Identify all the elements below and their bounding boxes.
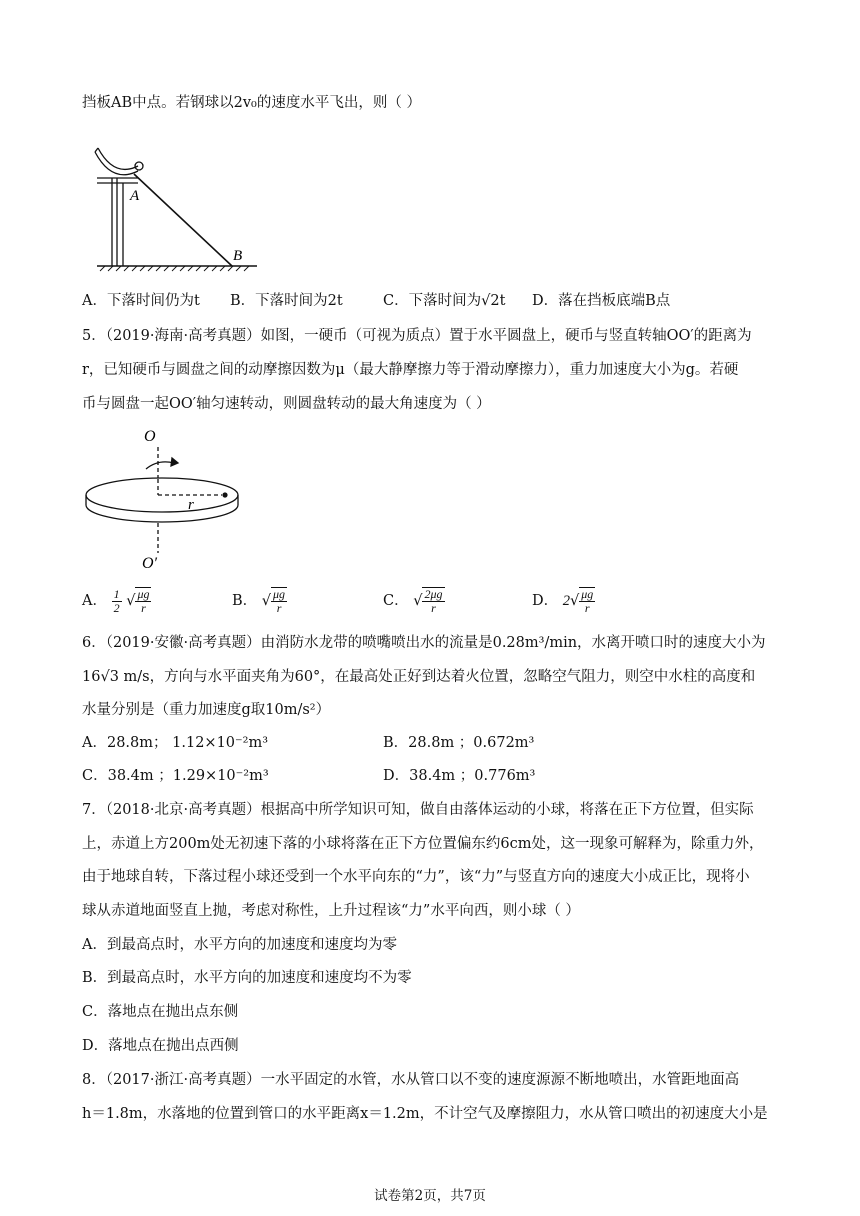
q7-option-a[interactable]: A．到最高点时，水平方向的加速度和速度均为零 (82, 937, 397, 953)
q4-figure (92, 138, 262, 273)
q5-option-d[interactable]: D． 2√ $\frac{\mu g}{r}$ (532, 587, 594, 615)
q4-intro: 挡板AB中点。若钢球以2v₀的速度水平飞出，则（ ） (82, 95, 421, 111)
q6-option-d[interactable]: D．38.4m ；0.776m³ (383, 768, 536, 784)
q5-label-o-top: O (144, 428, 156, 445)
q8-line-1: 8．（2017·浙江·高考真题）一水平固定的水管，水从管口以不变的速度源源不断地喷出，水管距地面高 (82, 1072, 740, 1088)
q7-option-b[interactable]: B．到最高点时，水平方向的加速度和速度均不为零 (82, 970, 412, 986)
q4-label-a: A (130, 188, 140, 204)
q5-option-a[interactable]: A． $\frac{1}{2}$ √ $\frac{\mu g}{r}$ (82, 586, 150, 615)
q4-option-d[interactable]: D．落在挡板底端B点 (532, 293, 671, 309)
q6-line-1: 6．（2019·安徽·高考真题）由消防水龙带的喷嘴喷出水的流量是0.28m³/min，水离开喷口时的速度大小为 (82, 635, 766, 651)
q5-label-o-bottom: O′ (142, 555, 158, 572)
q6-line-2: 16√3 m/s，方向与水平面夹角为60°，在最高处正好到达着火位置，忽略空气阻力，则空中水柱的高度和 (82, 669, 756, 685)
page-footer: 试卷第2页，共7页 (374, 1188, 486, 1204)
q6-option-b[interactable]: B．28.8m ；0.672m³ (383, 735, 535, 751)
q4-option-b[interactable]: B．下落时间为2t (230, 293, 343, 309)
q5-label-r: r (188, 497, 194, 513)
q7-line-1: 7．（2018·北京·高考真题）根据高中所学知识可知，做自由落体运动的小球，将落在正下方位置，但实际 (82, 802, 754, 818)
q4-option-a[interactable]: A．下落时间仍为t (82, 293, 200, 309)
q7-option-d[interactable]: D．落地点在抛出点西侧 (82, 1038, 239, 1054)
q5-option-b-radical: √ $\frac{\mu g}{r}$ (261, 587, 286, 615)
q7-line-4: 球从赤道地面竖直上抛，考虑对称性，上升过程该“力”水平向西，则小球（ ） (82, 903, 580, 919)
q5-option-c[interactable]: C． √ $\frac{2\mu g}{r}$ (383, 587, 443, 615)
q7-option-c[interactable]: C．落地点在抛出点东侧 (82, 1004, 239, 1020)
q4-option-c[interactable]: C．下落时间为√2t (383, 293, 506, 309)
q5-option-a-radical: √ $\frac{\mu g}{r}$ (126, 587, 150, 615)
q5-line-2: r，已知硬币与圆盘之间的动摩擦因数为μ（最大静摩擦力等于滑动摩擦力），重力加速度大小为g。若硬 (82, 362, 739, 378)
q6-option-c[interactable]: C．38.4m ；1.29×10⁻²m³ (82, 768, 269, 784)
q5-line-3: 币与圆盘一起OO′轴匀速转动，则圆盘转动的最大角速度为（ ） (82, 396, 491, 412)
q7-line-2: 上，赤道上方200m处无初速下落的小球将落在正下方位置偏东约6cm处，这一现象可解释为，除重力外， (82, 836, 764, 852)
q5-option-d-radical: √ $\frac{\mu g}{r}$ (570, 587, 594, 615)
q7-line-3: 由于地球自转，下落过程小球还受到一个水平向东的“力”，该“力”与竖直方向的速度大小成正比，现将小 (82, 869, 750, 885)
q6-option-a[interactable]: A．28.8m； 1.12×10⁻²m³ (82, 735, 269, 751)
q5-option-a-fraction: $\frac{1}{2}$ (113, 586, 120, 615)
q5-option-b[interactable]: B． √ $\frac{\mu g}{r}$ (232, 587, 286, 615)
q5-option-c-radical: √ $\frac{2\mu g}{r}$ (413, 587, 443, 615)
q6-line-3: 水量分别是（重力加速度g取10m/s²） (82, 702, 331, 718)
q8-line-2: h＝1.8m，水落地的位置到管口的水平距离x＝1.2m，不计空气及摩擦阻力，水从管口喷出的初速度大小是 (82, 1106, 768, 1122)
q4-label-b: B (233, 248, 243, 264)
q5-figure (80, 425, 260, 575)
q5-line-1: 5．（2019·海南·高考真题）如图，一硬币（可视为质点）置于水平圆盘上，硬币与竖直转轴OO′的距离为 (82, 328, 752, 344)
